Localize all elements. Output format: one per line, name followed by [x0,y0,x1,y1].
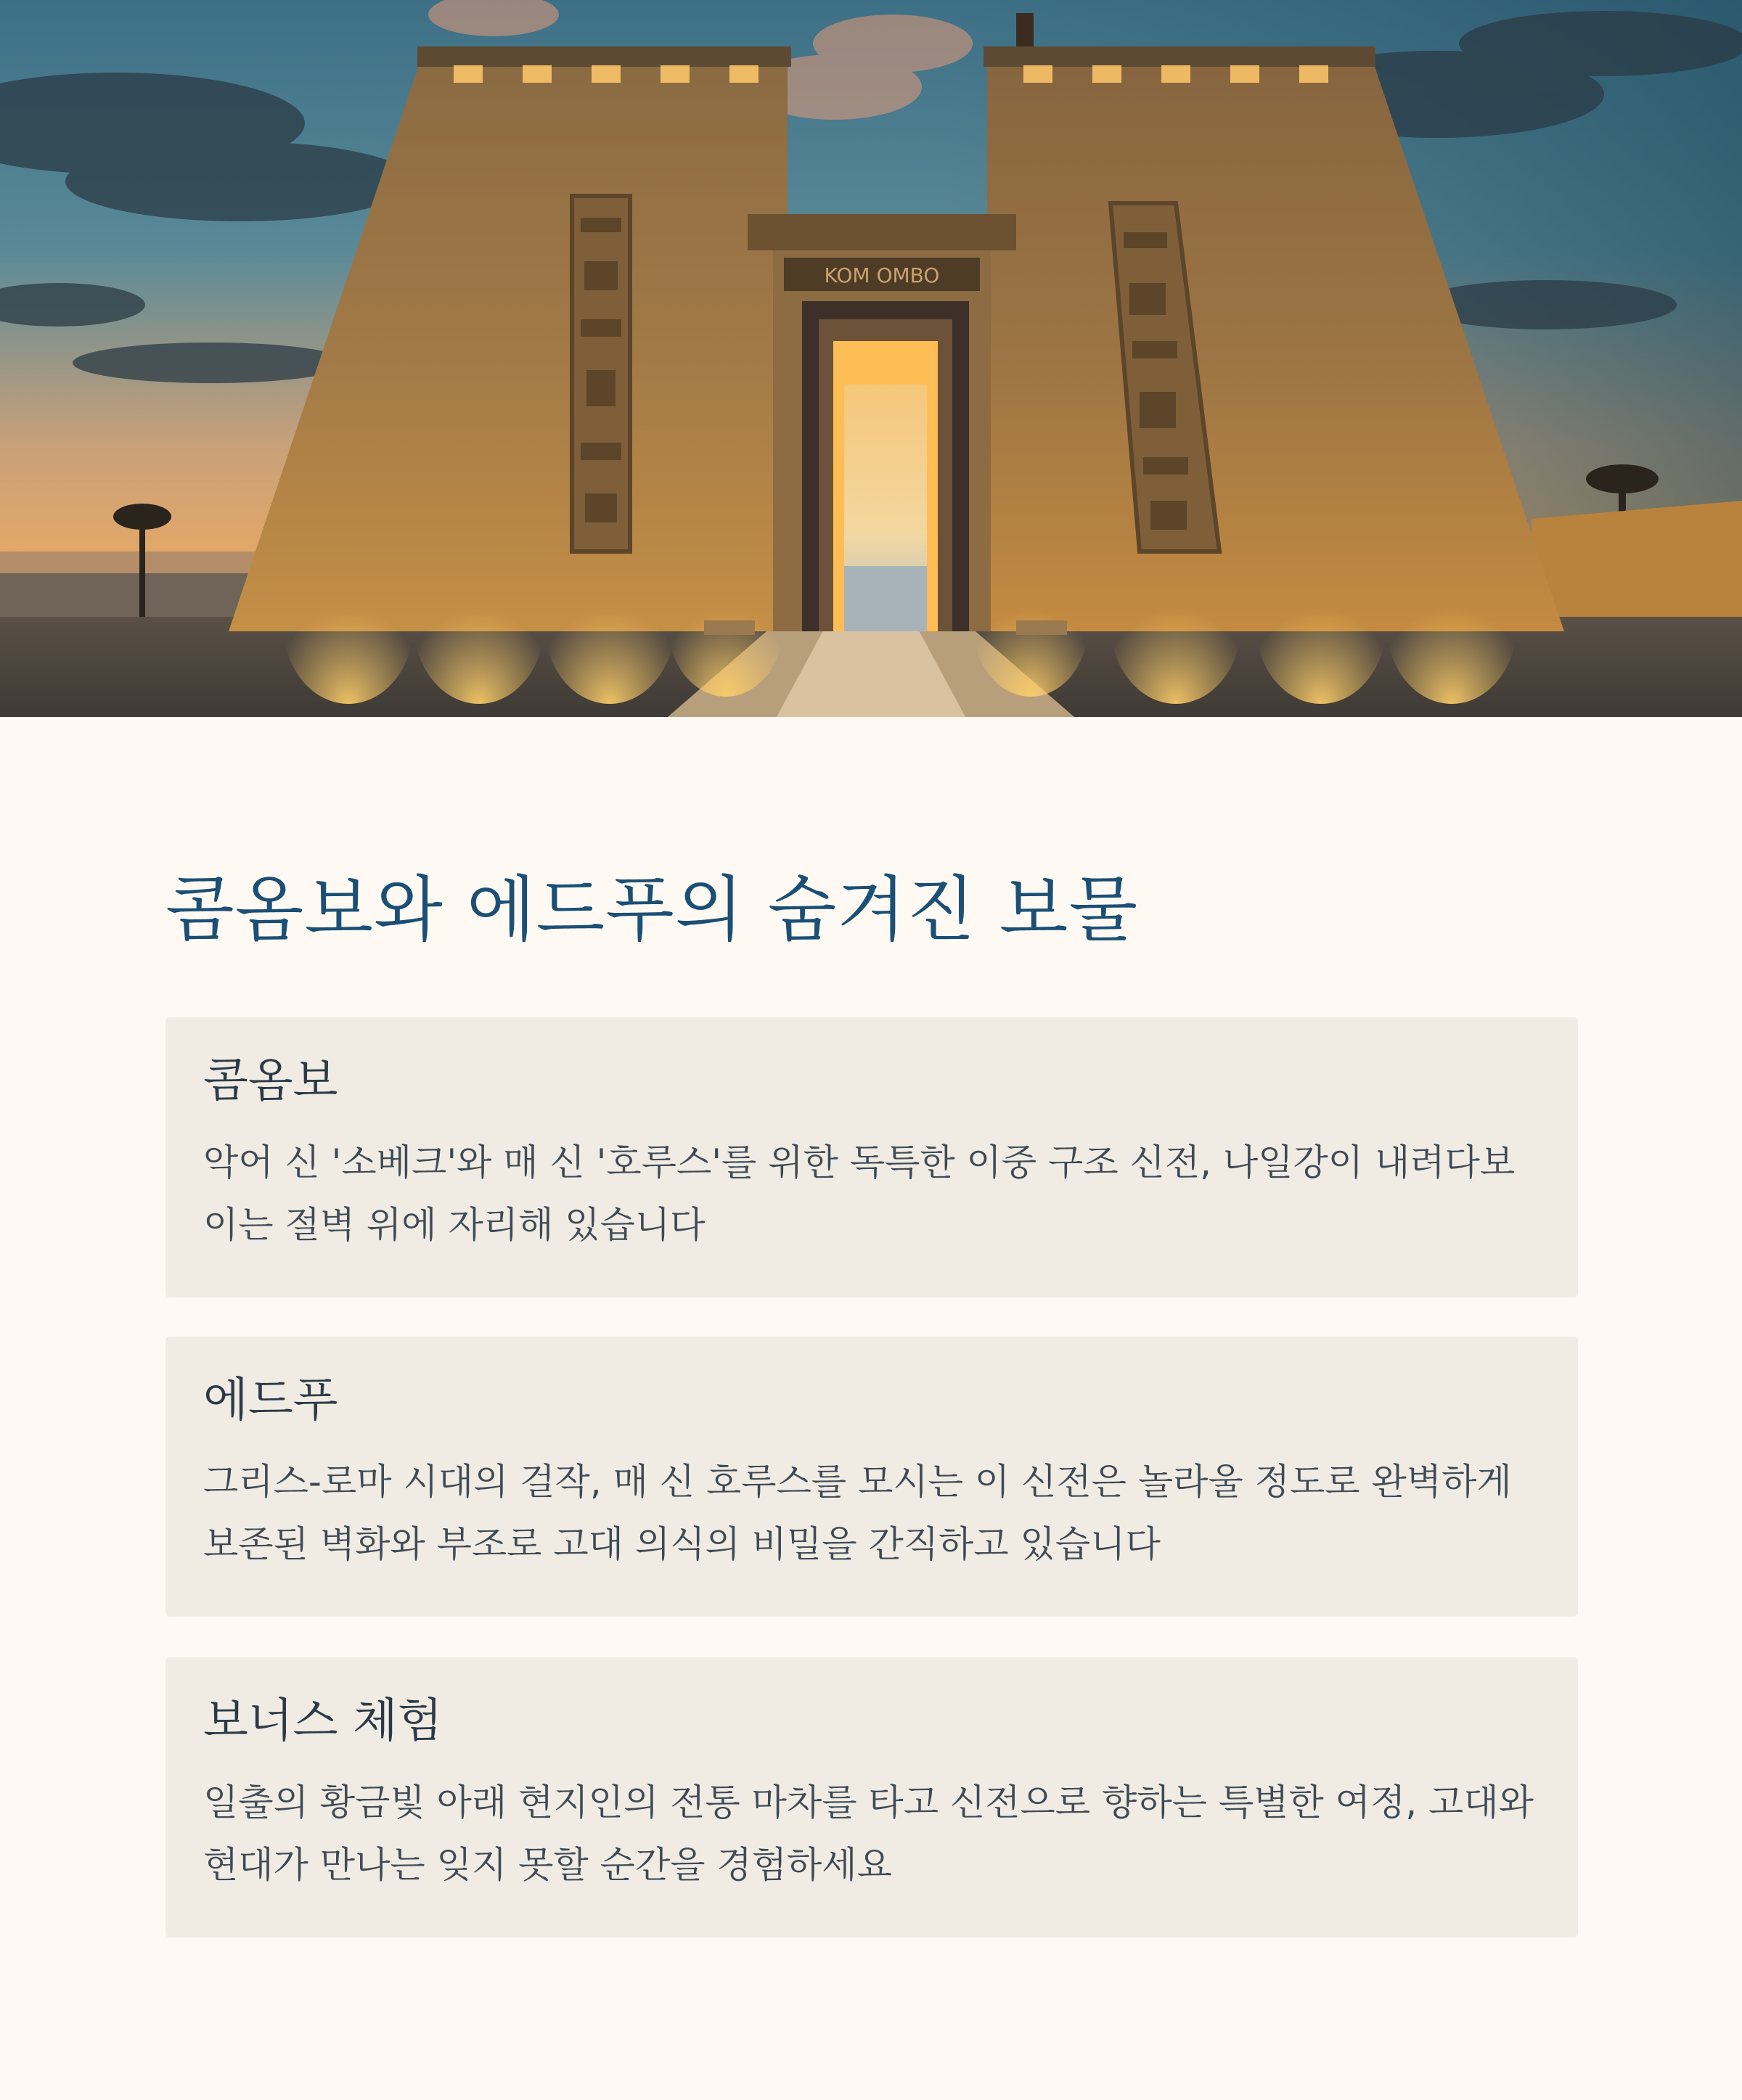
page-title: 콤옴보와 에드푸의 숨겨진 보물 [165,869,1139,951]
section-body: 일출의 황금빛 아래 현지인의 전통 마차를 타고 신전으로 향하는 특별한 여정, 고대와 현대가 만나는 잊지 못할 순간을 경험하세요 [203,1781,1534,1886]
section-heading: 보너스 체험 [203,1694,443,1748]
section-card-bonus [165,1657,1578,1937]
section-card-edfu [165,1337,1578,1617]
main-content [165,868,1578,953]
gate-inscription: KOM OMBO [824,263,940,287]
section-heading: 에드푸 [203,1374,338,1427]
section-heading: 콤옴보 [203,1054,338,1108]
section-body: 악어 신 '소베크'와 매 신 '호루스'를 위한 독특한 이중 구조 신전, 나일강이 내려다보이는 절벽 위에 자리해 있습니다 [203,1141,1516,1246]
section-card-kom-ombo [165,1017,1578,1297]
temple-photo-icon [0,0,1742,717]
hero-image [0,0,1742,717]
section-body: 그리스-로마 시대의 걸작, 매 신 호루스를 모시는 이 신전은 놀라울 정도로 완벽하게 보존된 벽화와 부조로 고대 의식의 비밀을 간직하고 있습니다 [203,1460,1512,1565]
